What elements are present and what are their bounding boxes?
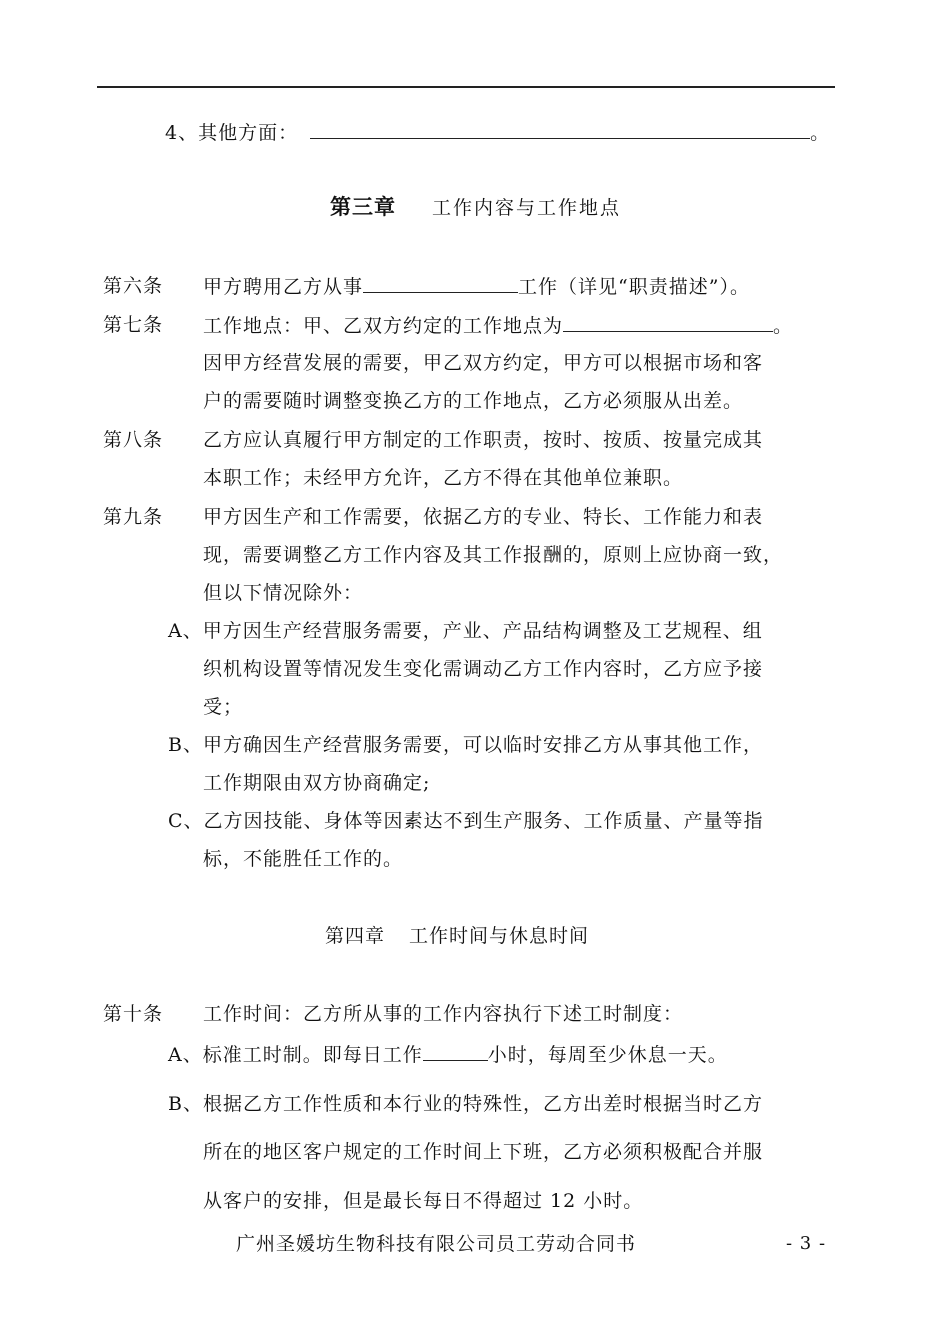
art7-line2: 因甲方经营发展的需要，甲乙双方约定，甲方可以根据市场和客 — [203, 352, 764, 374]
chapter3-number: 第三章 — [330, 195, 396, 219]
art9-C-line1: C、乙方因技能、身体等因素达不到生产服务、工作质量、产量等指 — [168, 810, 764, 832]
item4-blank[interactable] — [310, 118, 810, 139]
art9-C-line2: 标，不能胜任工作的。 — [203, 848, 404, 870]
art7-label: 第七条 — [103, 314, 164, 336]
chapter4-heading — [325, 922, 589, 950]
art10-B-line1: B、根据乙方工作性质和本行业的特殊性，乙方出差时根据当时乙方 — [168, 1093, 763, 1115]
art7-line1-pre: 工作地点：甲、乙双方约定的工作地点为 — [203, 315, 564, 337]
art6-blank[interactable] — [363, 272, 518, 293]
art9-label: 第九条 — [103, 506, 164, 528]
header-rule — [97, 86, 835, 88]
footer-company: 广州圣媛坊生物科技有限公司员工劳动合同书 — [236, 1233, 637, 1255]
chapter3-title: 工作内容与工作地点 — [432, 197, 622, 219]
art9-A-line3: 受； — [203, 696, 244, 718]
art6-pre: 甲方聘用乙方从事 — [203, 276, 364, 298]
art6-post: 工作（详见“职责描述”）。 — [518, 276, 750, 298]
chapter4-title: 工作时间与休息时间 — [409, 925, 590, 947]
item4-end: 。 — [810, 122, 831, 144]
art10-line1: 工作时间：乙方所从事的工作内容执行下述工时制度： — [203, 1003, 684, 1025]
art9-line1: 甲方因生产和工作需要，依据乙方的专业、特长、工作能力和表 — [203, 506, 764, 528]
chapter3-heading — [330, 193, 621, 222]
chapter4-number: 第四章 — [325, 925, 386, 947]
item4-line — [165, 118, 830, 147]
art6-line — [203, 272, 750, 301]
art9-B-line1: B、甲方确因生产经营服务需要，可以临时安排乙方从事其他工作， — [168, 734, 763, 756]
art9-A-line2: 织机构设置等情况发生变化需调动乙方工作内容时，乙方应予接 — [203, 658, 764, 680]
art7-line3: 户的需要随时调整变换乙方的工作地点，乙方必须服从出差。 — [203, 390, 744, 412]
art10-label: 第十条 — [103, 1003, 164, 1025]
art10-A-pre: A、标准工时制。即每日工作 — [168, 1044, 423, 1066]
art9-A-line1: A、甲方因生产经营服务需要，产业、产品结构调整及工艺规程、组 — [168, 620, 763, 642]
art10-B-line3: 从客户的安排，但是最长每日不得超过 12 小时。 — [203, 1190, 644, 1212]
art6-label: 第六条 — [103, 275, 164, 297]
page-number: - 3 - — [786, 1233, 827, 1254]
art9-B-line2: 工作期限由双方协商确定; — [203, 772, 431, 794]
art8-line1: 乙方应认真履行甲方制定的工作职责，按时、按质、按量完成其 — [203, 429, 764, 451]
art10-B-line2: 所在的地区客户规定的工作时间上下班，乙方必须积极配合并服 — [203, 1141, 764, 1163]
art8-label: 第八条 — [103, 429, 164, 451]
item4-label: 4、其他方面： — [165, 122, 299, 144]
art10-A-post: 小时，每周至少休息一天。 — [487, 1044, 728, 1066]
art9-line3: 但以下情况除外： — [203, 582, 364, 604]
art10-A-line — [168, 1040, 728, 1069]
art7-line1-end: 。 — [773, 315, 794, 337]
art7-blank[interactable] — [563, 311, 773, 332]
art9-line2: 现，需要调整乙方工作内容及其工作报酬的，原则上应协商一致， — [203, 544, 784, 566]
art7-line1 — [203, 311, 793, 340]
art10-hours-blank[interactable] — [423, 1040, 488, 1061]
art8-line2: 本职工作；未经甲方允许，乙方不得在其他单位兼职。 — [203, 467, 684, 489]
